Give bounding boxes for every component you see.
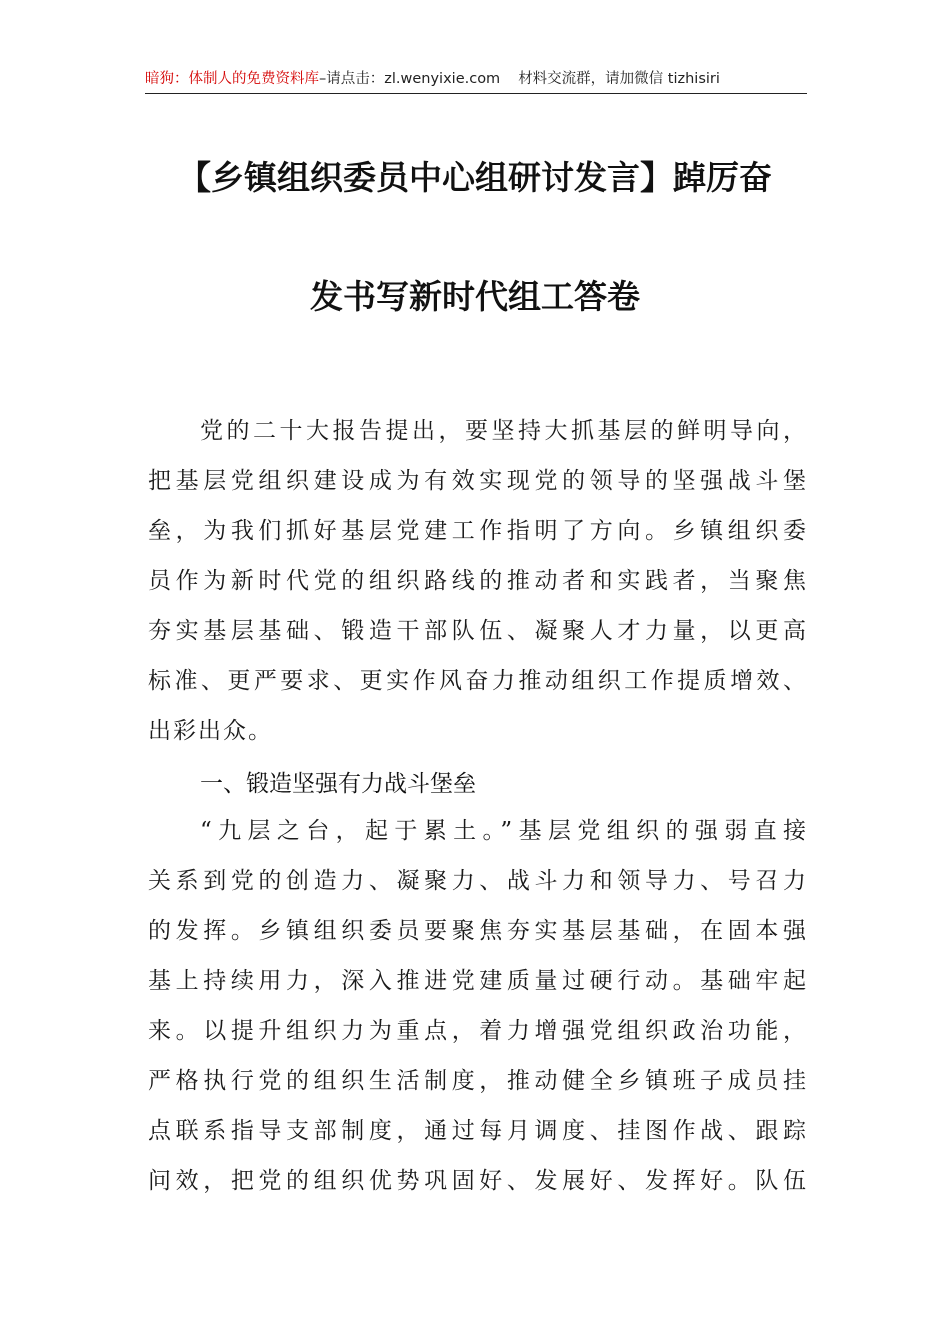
document-title-line-1: 【乡镇组织委员中心组研讨发言】踔厉奋 — [178, 158, 772, 197]
paragraph-line: 严格执行党的组织生活制度，推动健全乡镇班子成员挂 — [148, 1068, 808, 1094]
paragraph-line: 员作为新时代党的组织路线的推动者和实践者，当聚焦 — [148, 568, 808, 594]
header-click-prompt: –请点击： — [319, 71, 385, 87]
paragraph-line: 关系到党的创造力、凝聚力、战斗力和领导力、号召力 — [148, 868, 808, 894]
paragraph-line: 把基层党组织建设成为有效实现党的领导的坚强战斗堡 — [148, 468, 808, 494]
document-title-line-2: 发书写新时代组工答卷 — [310, 277, 640, 316]
header-wechat-note: 材料交流群，请加微信 tizhisiri — [518, 71, 720, 87]
header-url-link[interactable]: zl.wenyixie.com — [384, 71, 501, 87]
paragraph-line: 问效，把党的组织优势巩固好、发展好、发挥好。队伍 — [148, 1168, 808, 1194]
paragraph-line: 垒，为我们抓好基层党建工作指明了方向。乡镇组织委 — [148, 518, 808, 544]
header-divider — [145, 93, 807, 94]
paragraph-line: 党的二十大报告提出，要坚持大抓基层的鲜明导向， — [200, 418, 808, 444]
paragraph-line: 标准、更严要求、更实作风奋力推动组织工作提质增效、 — [148, 668, 808, 694]
paragraph-line: 的发挥。乡镇组织委员要聚焦夯实基层基础，在固本强 — [148, 918, 808, 944]
paragraph-line: 点联系指导支部制度，通过每月调度、挂图作战、跟踪 — [148, 1118, 808, 1144]
paragraph-line: “九层之台，起于累土。”基层党组织的强弱直接 — [200, 818, 808, 844]
paragraph-line: 出彩出众。 — [148, 718, 273, 744]
page-header — [145, 68, 807, 90]
paragraph-line: 夯实基层基础、锻造干部队伍、凝聚人才力量，以更高 — [148, 618, 808, 644]
section-heading-1: 一、锻造坚强有力战斗堡垒 — [200, 771, 476, 797]
paragraph-line: 来。以提升组织力为重点，着力增强党组织政治功能， — [148, 1018, 808, 1044]
paragraph-line: 基上持续用力，深入推进党建质量过硬行动。基础牢起 — [148, 968, 808, 994]
header-site-name: 暗狗：体制人的免费资料库 — [145, 71, 319, 87]
